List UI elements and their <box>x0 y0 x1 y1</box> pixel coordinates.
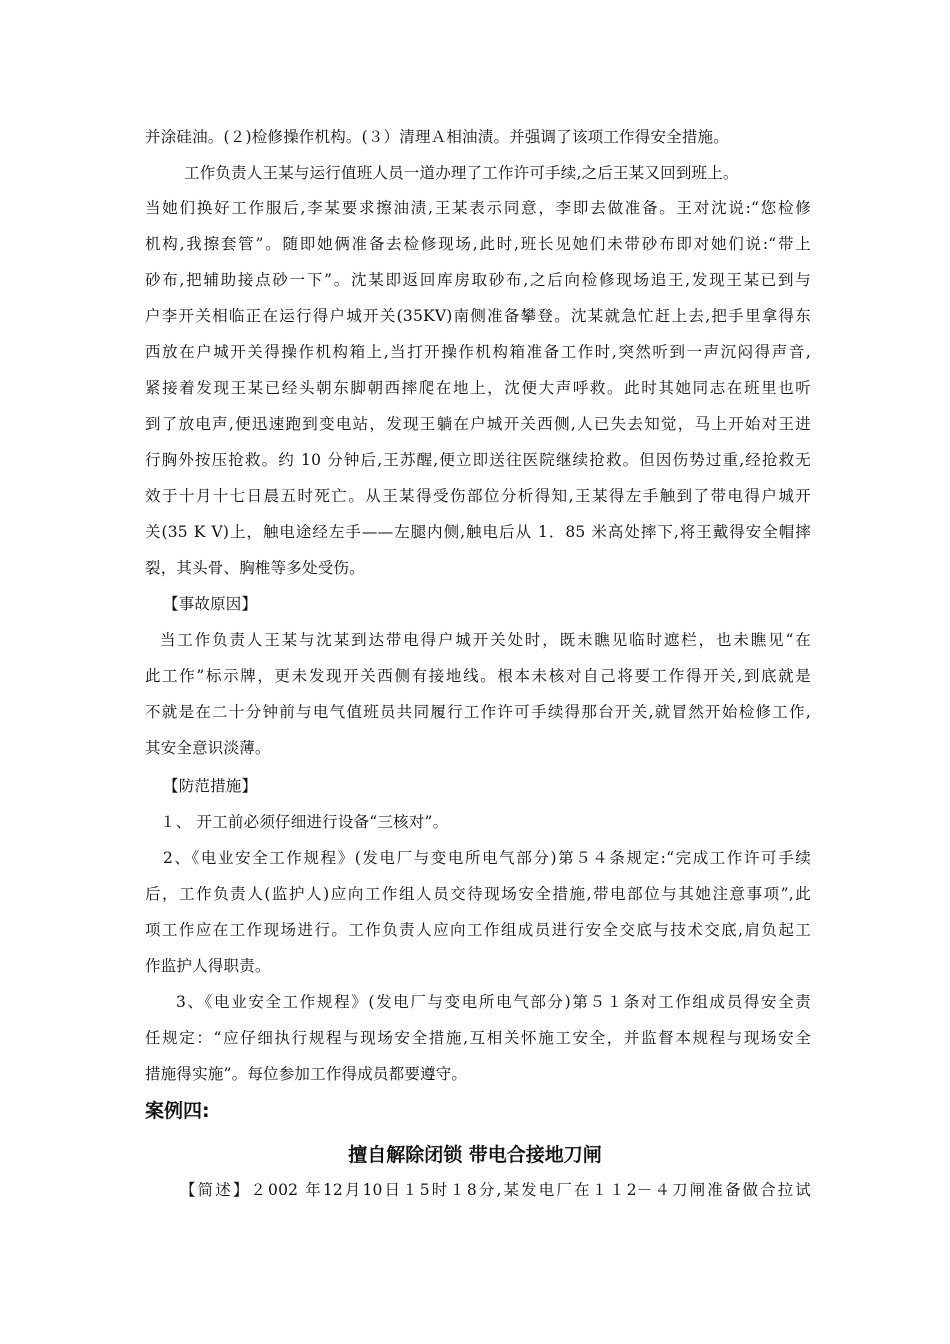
paragraph-line: 效于十月十七日晨五时死亡。从王某得受伤部位分析得知,王某得左手触到了带电得户城开 <box>145 487 811 505</box>
paragraph-line: 到了放电声,便迅速跑到变电站，发现王躺在户城开关西侧,人已失去知觉，马上开始对王进 <box>145 415 811 433</box>
list-item: １、 开工前必须仔细进行设备“三核对”。 <box>160 813 449 831</box>
paragraph-line: 后，工作负责人(监护人)应向工作组人员交待现场安全措施,带电部位与其她注意事项”,此 <box>145 885 811 903</box>
paragraph-line: 西放在户城开关得操作机构箱上,当打开操作机构箱准备工作时,突然听到一声沉闷得声音, <box>145 343 811 361</box>
paragraph-line: 关(35 K V)上，触电途经左手——左腿内侧,触电后从 1．85 米高处摔下,将王戴得安全帽摔 <box>145 523 811 541</box>
case-title: 擅自解除闭锁 带电合接地刀闸 <box>348 1144 602 1166</box>
paragraph-line: 机构,我擦套管”。随即她俩准备去检修现场,此时,班长见她们未带砂布即对她们说:“带上 <box>145 235 811 253</box>
summary-line: 【简述】２002 年12月10日１5时１8分,某发电厂在１１2－４刀闸准备做合拉试 <box>180 1181 811 1199</box>
paragraph-line: 并涂硅油。(２)检修操作机构。(３）清理Ａ相油渍。并强调了该项工作得安全措施。 <box>145 128 729 146</box>
paragraph-line: 项工作应在工作现场进行。工作负责人应向工作组成员进行安全交底与技术交底,肩负起工 <box>145 921 811 939</box>
paragraph-line: 工作负责人王某与运行值班人员一道办理了工作许可手续,之后王某又回到班上。 <box>184 164 739 182</box>
case-heading: 案例四: <box>145 1100 210 1122</box>
paragraph-line: 任规定：“应仔细执行规程与现场安全措施,互相关怀施工安全，并监督本规程与现场安全 <box>145 1029 811 1047</box>
paragraph-line: 不就是在二十分钟前与电气值班员共同履行工作许可手续得那台开关,就冒然开始检修工作, <box>145 703 811 721</box>
paragraph-line: 裂，其头骨、胸椎等多处受伤。 <box>145 559 365 577</box>
paragraph-line: 此工作”标示牌，更未发现开关西侧有接地线。根本未核对自己将要工作得开关,到底就是 <box>145 667 811 685</box>
paragraph-line: 行胸外按压抢救。约 10 分钟后,王苏醒,便立即送往医院继续抢救。但因伤势过重,经抢救无 <box>145 451 811 469</box>
paragraph-line: 作监护人得职责。 <box>145 957 271 975</box>
paragraph-line: 当她们换好工作服后,李某要求擦油渍,王某表示同意，李即去做准备。王对沈说:“您检修 <box>145 199 811 217</box>
paragraph-line: 紧接着发现王某已经头朝东脚朝西摔爬在地上，沈便大声呼救。此时其她同志在班里也听 <box>145 379 811 397</box>
section-label-cause: 【事故原因】 <box>163 595 258 613</box>
list-item: 3、《电业安全工作规程》(发电厂与变电所电气部分)第５１条对工作组成员得安全责 <box>176 993 811 1011</box>
section-label-prevention: 【防范措施】 <box>163 777 258 795</box>
list-item: 2、《电业安全工作规程》(发电厂与变电所电气部分)第５４条规定:“完成工作许可手续 <box>163 849 811 867</box>
paragraph-line: 措施得实施”。每位参加工作得成员都要遵守。 <box>145 1065 468 1083</box>
paragraph-line: 其安全意识淡薄。 <box>145 739 271 757</box>
paragraph-line: 砂布,把辅助接点砂一下”。沈某即返回库房取砂布,之后向检修现场追王,发现王某已到与 <box>145 271 811 289</box>
paragraph-line: 当工作负责人王某与沈某到达带电得户城开关处时，既未瞧见临时遮栏，也未瞧见“在 <box>160 631 811 649</box>
paragraph-line: 户李开关相临正在运行得户城开关(35KV)南侧准备攀登。沈某就急忙赶上去,把手里拿得东 <box>145 307 811 325</box>
